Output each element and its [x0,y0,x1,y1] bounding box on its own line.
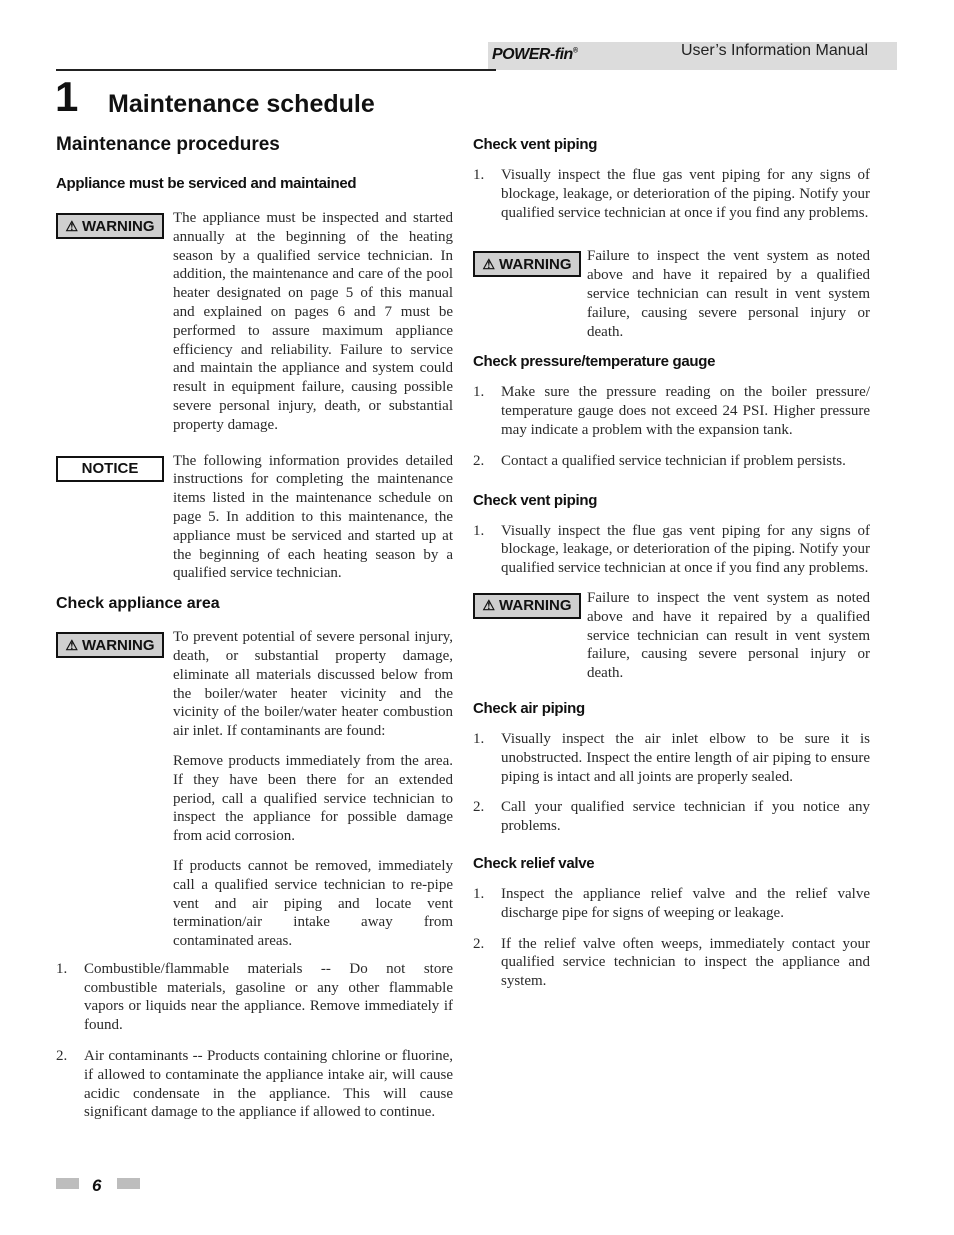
list-item: 2. Contact a qualified service technician if problem persists. [473,452,846,469]
warning-text: Failure to inspect the vent system as noted above and have it repaired by a qualified service technician can result in vent system failure, causing severe personal injury or death. [587,589,870,682]
manual-title: User’s Information Manual [680,42,868,59]
section-number: 1 [55,73,79,120]
warning-triangle-icon: ⚠ [482,597,496,614]
notice-block [56,452,453,584]
warning-badge: ⚠ WARNING [473,251,581,277]
left-column [56,134,453,1122]
list-item: 1. Visually inspect the flue gas vent piping for any signs of blockage, leakage, or deterioration of the piping. Notify your qualified service technician at once if you find any problems. [473,167,870,221]
warning-text: Failure to inspect the vent system as noted above and have it repaired by a qualified service technician can result in vent system failure, causing severe personal injury or death. [587,248,870,340]
warning-block-vent-2 [473,589,870,683]
section-title: Maintenance schedule [108,90,375,118]
relief-list [473,885,870,991]
list-item: 1. Combustible/flammable materials -- Do not store combustible materials, gasoline or any other flammable vapors or liquids near the appliance. Remove immediately if found. [56,960,453,1034]
warning-block-vent [473,247,870,341]
warning-badge: ⚠ WARNING [473,593,581,619]
warning-badge: ⚠ WARNING [56,213,164,239]
list-item: 2. If the relief valve often weeps, immediately contact your qualified service technician to inspect the appliance and system. [473,935,870,990]
warning-text: The appliance must be inspected and started annually at the beginning of the heating season by a qualified service technician. In addition, the maintenance and care of the pool heater designated on page 5 of this manual and explained on pages 6 and 7 must be performed to assure maximum appliance efficiency and reliability. Failure to service and maintain the appliance and system could result in equipment failure, causing possible severe personal injury, death, or substantial property damage. [173,210,453,433]
remove-products-paragraph: Remove products immediately from the area. If they have been there for an extended period, call a qualified service technician to inspect the appliance for possible damage from acid corrosion. [173,752,453,845]
right-column [473,136,870,991]
vent-list [473,166,870,222]
check-vent-piping-heading: Check vent piping [473,136,598,153]
warning-badge: ⚠ WARNING [56,632,164,658]
page-number: 6 [92,1176,102,1195]
brand-logo: POWER-fin® [492,46,578,63]
warning-block-contaminants [56,628,453,741]
gauge-list [473,383,870,470]
repipe-paragraph: If products cannot be removed, immediately call a qualified service technician to re-pipe vent and air piping and locate vent termination/air intake away from contaminated areas. [173,857,453,950]
contaminant-list [56,960,453,1122]
notice-text: The following information provides detailed instructions for completing the maintenance items listed in the maintenance schedule on page 5. In addition to this maintenance, the appliance must be serviced and started up at the beginning of each heating season by a qualified service technician. [173,452,453,582]
check-air-piping-heading: Check air piping [473,699,585,717]
header-rule [56,69,496,71]
air-list [473,730,870,836]
serviced-heading: Appliance must be serviced and maintained [56,175,357,192]
notice-badge: NOTICE [56,456,164,482]
check-appliance-area-heading: Check appliance area [56,595,220,613]
list-item: 1. Visually inspect the air inlet elbow to be sure it is unobstructed. Inspect the entire length of air piping to ensure piping is intact and all joints are properly sealed. [473,730,870,785]
list-item: 1. Make sure the pressure reading on the boiler pressure/ temperature gauge does not exceed 24 PSI. Higher pressure may indicate a problem with the expansion tank. [473,384,870,438]
list-item: 2. Air contaminants -- Products containing chlorine or fluorine, if allowed to contaminate the appliance intake air, will cause acidic condensate in the appliance. This will cause significant damage to the appliance if allowed to continue. [56,1048,453,1121]
list-item: 2. Call your qualified service technician if you notice any problems. [473,799,870,835]
list-item: 1. Inspect the appliance relief valve and the relief valve discharge pipe for signs of weeping or leakage. [473,885,870,921]
maintenance-procedures-heading: Maintenance procedures [56,134,280,155]
list-item: 1. Visually inspect the flue gas vent piping for any signs of blockage, leakage, or deterioration of the piping. Notify your qualified service technician at once if you find any problems. [473,522,870,577]
vent-list-2 [473,522,870,578]
footer-bar-left [56,1178,79,1189]
check-vent-piping-heading-2: Check vent piping [473,491,598,509]
footer-bar-right [117,1178,140,1189]
check-gauge-heading: Check pressure/temperature gauge [473,353,716,371]
warning-block-annual [56,209,453,435]
warning-triangle-icon: ⚠ [65,636,79,653]
warning-triangle-icon: ⚠ [65,217,79,234]
warning-triangle-icon: ⚠ [482,255,496,272]
warning-text: To prevent potential of severe personal injury, death, or substantial property damage, eliminate all materials discussed below from the boiler/water heater vicinity and the vicinity of the boiler/water heater combustion air inlet. If contaminants are found: [173,629,453,740]
check-relief-valve-heading: Check relief valve [473,854,595,872]
